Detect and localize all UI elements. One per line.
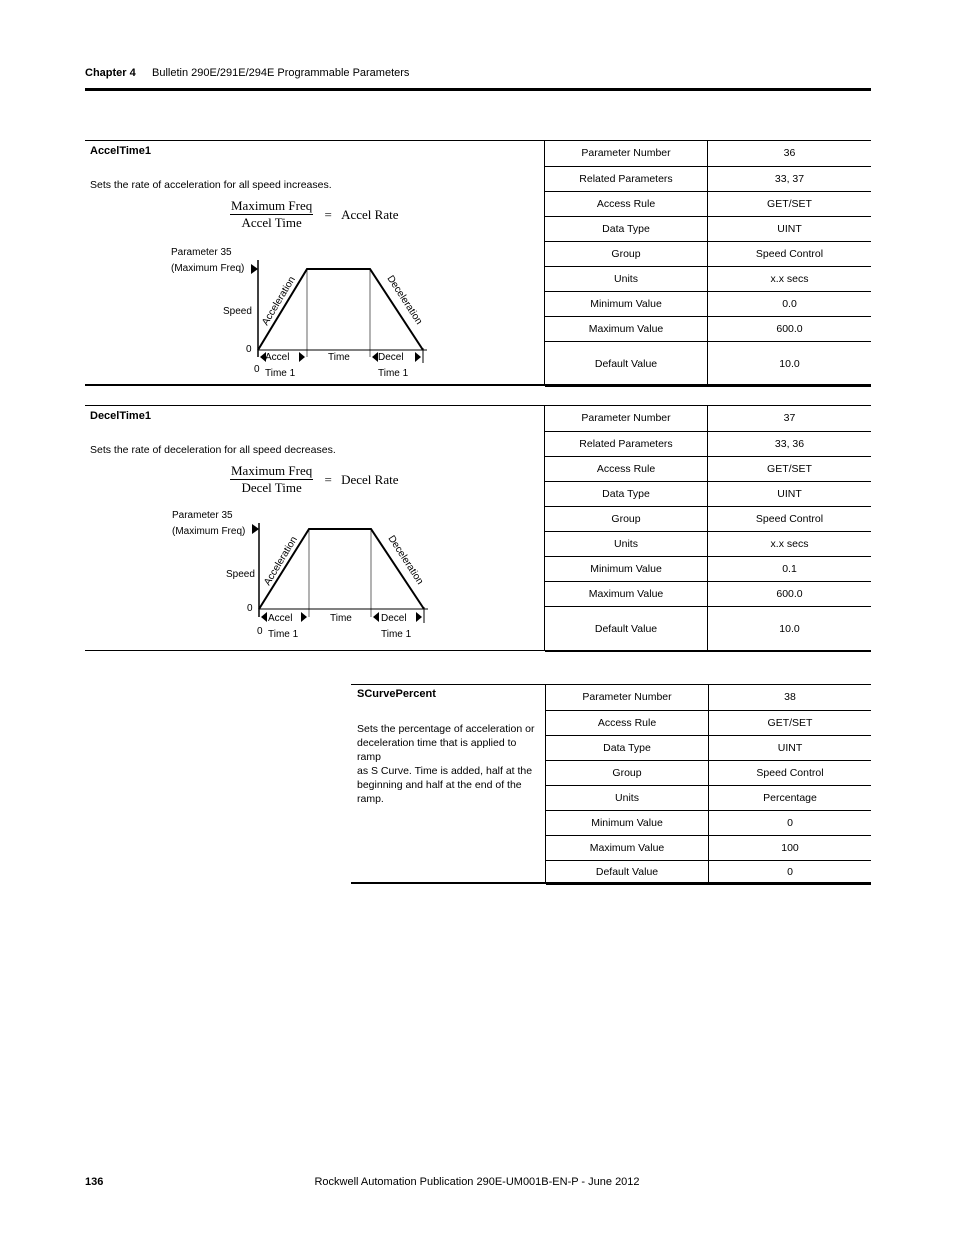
param-label: Group [545,241,708,266]
scurve-description-line: as S Curve. Time is added, half at the [357,765,533,777]
accel-graph-time-label: Time [328,352,350,363]
decel-graph-accel-line1: Accel [268,613,293,624]
param-row [545,191,871,216]
param-value: 36 [708,141,872,166]
scurve-param-name: SCurvePercent [357,688,436,700]
decel-graph-arrow-2 [301,612,307,622]
param-label: Parameter Number [545,406,708,431]
decel-description: Sets the rate of deceleration for all speed decreases. [90,444,336,456]
param-value: Speed Control [708,241,872,266]
param-row [546,710,871,735]
param-value: Speed Control [708,506,872,531]
decel-param-name: DecelTime1 [90,410,151,422]
param-value: x.x secs [708,266,872,291]
param-label: Minimum Value [545,291,708,316]
param-value: 600.0 [708,316,872,341]
param-row [545,556,871,581]
decel-graph-zero-y: 0 [247,603,253,614]
param-label: Default Value [545,606,708,651]
param-value: 37 [708,406,872,431]
param-row [545,241,871,266]
param-row [545,431,871,456]
param-label: Default Value [546,860,709,884]
param-row [545,581,871,606]
accel-formula-numerator: Maximum Freq [231,198,313,213]
param-row [546,785,871,810]
decel-speed-graph [166,503,446,643]
decel-graph-time-label: Time [330,613,352,624]
accel-graph-max-arrow [251,264,258,274]
decel-graph-accel-line2: Time 1 [268,629,299,640]
page-number: 136 [85,1176,104,1188]
param-label: Data Type [545,481,708,506]
param-value: 600.0 [708,581,872,606]
param-row [545,481,871,506]
publication-footer: Rockwell Automation Publication 290E-UM001B-EN-P - June 2012 [314,1176,640,1188]
accel-formula-denominator: Accel Time [241,215,302,230]
param-row [545,141,871,166]
param-value: Speed Control [709,760,872,785]
accel-param-name: AccelTime1 [90,145,151,157]
accel-formula-equals: = [324,206,332,222]
param-value: 33, 36 [708,431,872,456]
param-value: 100 [709,835,872,860]
decel-formula-result: Decel Rate [341,471,399,487]
decel-formula-numerator: Maximum Freq [231,463,313,478]
scurve-description-line: Sets the percentage of acceleration or [357,723,535,735]
param-label: Units [546,785,709,810]
scurve-description [357,722,543,806]
accel-param-rows [545,141,871,386]
param-row [545,266,871,291]
decel-graph-param-line1: Parameter 35 [172,510,233,521]
param-row [545,506,871,531]
param-value: UINT [708,216,872,241]
param-row [545,406,871,431]
param-label: Data Type [546,735,709,760]
accel-graph-arrow-2 [299,352,305,362]
param-value: 10.0 [708,341,872,386]
param-row [546,685,871,710]
accel-graph-param-line1: Parameter 35 [171,247,232,258]
param-row [545,216,871,241]
decel-graph-ramp-up-label: Acceleration [262,534,300,588]
header-rule [85,88,871,91]
accel-graph-arrow-4 [415,352,421,362]
param-row [545,316,871,341]
param-label: Access Rule [545,456,708,481]
accel-graph-decel-line1: Decel [378,352,404,363]
param-label: Related Parameters [545,166,708,191]
param-value: Percentage [709,785,872,810]
param-row [545,531,871,556]
param-label: Access Rule [546,710,709,735]
param-row [546,735,871,760]
param-label: Default Value [545,341,708,386]
decel-graph-speed-label: Speed [226,569,255,580]
param-value: 33, 37 [708,166,872,191]
scurve-param-rows [546,685,871,884]
param-value: 10.0 [708,606,872,651]
param-value: UINT [708,481,872,506]
accel-formula-result: Accel Rate [341,206,399,222]
accel-description: Sets the rate of acceleration for all speed increases. [90,179,332,191]
param-label: Group [545,506,708,531]
accel-graph-param-line2: (Maximum Freq) [171,263,245,274]
accel-param-table [545,141,871,387]
param-row [546,860,871,884]
param-value: GET/SET [708,191,872,216]
accel-graph-zero-y: 0 [246,344,252,355]
decel-formula-equals: = [324,471,332,487]
header-title: Bulletin 290E/291E/294E Programmable Parameters [152,67,410,79]
accel-graph-ramp-down-label: Deceleration [384,273,425,327]
param-value: 0.1 [708,556,872,581]
accel-graph-zero-x: 0 [254,364,260,375]
accel-speed-graph [165,240,445,380]
param-value: x.x secs [708,531,872,556]
decel-graph-ramp-down-label: Deceleration [385,533,426,587]
param-label: Maximum Value [545,581,708,606]
param-label: Units [545,531,708,556]
param-label: Maximum Value [545,316,708,341]
param-label: Maximum Value [546,835,709,860]
param-row [546,810,871,835]
scurve-param-table [546,685,871,885]
scurve-description-line: beginning and half at the end of the ramp. [357,779,522,805]
param-value: UINT [709,735,872,760]
decel-graph-zero-x: 0 [257,626,263,637]
decel-formula-denominator: Decel Time [241,480,302,495]
accel-graph-speed-label: Speed [223,306,252,317]
decel-graph-decel-line2: Time 1 [381,629,412,640]
accel-graph-decel-line2: Time 1 [378,368,409,379]
param-label: Data Type [545,216,708,241]
param-value: GET/SET [709,710,872,735]
param-row [545,291,871,316]
accel-graph-accel-line2: Time 1 [265,368,296,379]
param-label: Parameter Number [545,141,708,166]
param-row [545,606,871,651]
param-row [545,166,871,191]
param-label: Parameter Number [546,685,709,710]
param-value: 0 [709,860,872,884]
param-row [546,760,871,785]
param-label: Related Parameters [545,431,708,456]
accel-graph-accel-line1: Accel [265,352,290,363]
accel-formula [230,198,398,231]
decel-graph-max-arrow [252,524,259,534]
decel-graph-param-line2: (Maximum Freq) [172,526,246,537]
param-value: 0.0 [708,291,872,316]
param-row [545,341,871,386]
param-label: Access Rule [545,191,708,216]
decel-param-rows [545,406,871,651]
decel-graph-decel-line1: Decel [381,613,407,624]
param-value: 38 [709,685,872,710]
decel-graph-arrow-1 [261,612,267,622]
decel-graph-arrow-3 [373,612,379,622]
decel-formula [230,463,398,496]
chapter-label: Chapter 4 [85,67,136,79]
param-label: Group [546,760,709,785]
param-label: Minimum Value [545,556,708,581]
param-row [546,835,871,860]
accel-graph-ramp-up-label: Acceleration [260,274,298,328]
param-value: 0 [709,810,872,835]
param-label: Units [545,266,708,291]
param-label: Minimum Value [546,810,709,835]
param-row [545,456,871,481]
scurve-description-line: deceleration time that is applied to ramp [357,737,517,763]
decel-param-table [545,406,871,652]
param-value: GET/SET [708,456,872,481]
decel-graph-arrow-4 [416,612,422,622]
